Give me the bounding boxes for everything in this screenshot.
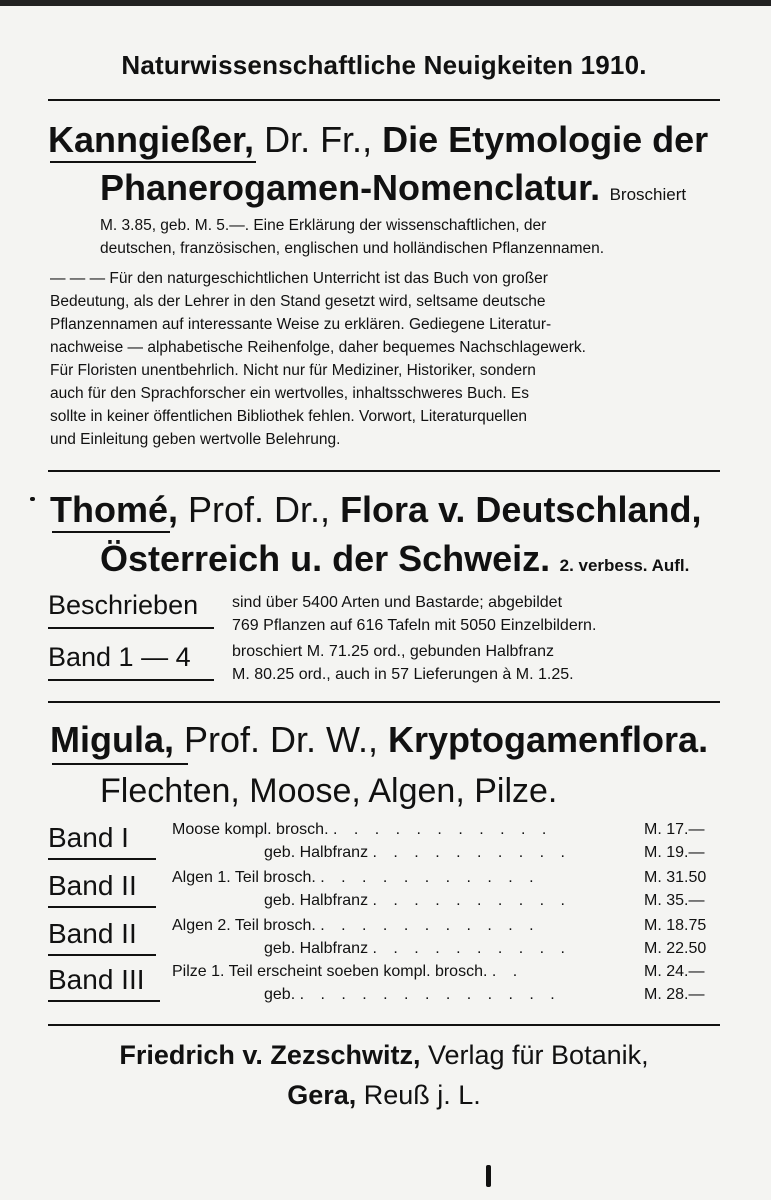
- migula-author-underline: [52, 763, 188, 765]
- publisher-line-1: [48, 1038, 720, 1073]
- page-header: Naturwissenschaftliche Neuigkeiten 1910.: [121, 50, 647, 80]
- kanngiesser-review-line-3: Pflanzennamen auf interessante Weise zu erklären. Gediegene Literatur-: [50, 316, 552, 333]
- kanngiesser-author: Kanngießer,: [48, 119, 255, 160]
- section-rule-1: [48, 470, 720, 472]
- migula-band-4-price-1: M. 24.—: [644, 963, 705, 980]
- thome-title-2-line: [100, 537, 689, 588]
- thome-edition: 2. verbess. Aufl.: [559, 556, 690, 575]
- thome-text-line-3: broschiert M. 71.25 ord., gebunden Halbfranz: [232, 643, 554, 660]
- thome-heading: [50, 488, 701, 533]
- migula-band-1-row-2: geb. Halbfranz . . . . . . . . . .: [264, 844, 571, 861]
- kanngiesser-review-line-4: nachweise — alphabetische Reihenfolge, daher bequemes Nachschlagewerk.: [50, 339, 586, 356]
- publisher-city: Gera,: [287, 1080, 357, 1110]
- thome-text-line-4: M. 80.25 ord., auch in 57 Lieferungen à M. 1.25.: [232, 666, 574, 683]
- section-rule-2: [48, 701, 720, 703]
- migula-band-2-row-2-text: geb. Halbfranz: [264, 892, 369, 909]
- publisher-region: Reuß j. L.: [356, 1080, 481, 1110]
- migula-author-rest: Prof. Dr. W.,: [174, 719, 389, 760]
- migula-band-1-row-1: Moose kompl. brosch. . . . . . . . . . . .: [172, 821, 553, 838]
- kanngiesser-review-line-5: Für Floristen unentbehrlich. Nicht nur für Mediziner, Historiker, sondern: [50, 362, 536, 379]
- migula-band-4-rule: [48, 1000, 160, 1002]
- migula-band-1-rule: [48, 858, 156, 860]
- migula-band-4-row-1-text: Pilze 1. Teil erscheint soeben kompl. brosch.: [172, 963, 488, 980]
- migula-band-4-row-1: Pilze 1. Teil erscheint soeben kompl. brosch. . .: [172, 963, 524, 980]
- section-rule-3: [48, 1024, 720, 1026]
- migula-subtitle: Flechten, Moose, Algen, Pilze.: [100, 772, 558, 810]
- publisher-description: Verlag für Botanik,: [420, 1040, 649, 1070]
- thome-author-underline: [52, 531, 170, 533]
- thome-author-rest: Prof. Dr.,: [178, 489, 341, 530]
- migula-band-3-row-1-text: Algen 2. Teil brosch.: [172, 917, 316, 934]
- migula-band-2-price-2: M. 35.—: [644, 892, 705, 909]
- thome-label-described-rule: [48, 627, 214, 629]
- kanngiesser-price-line: M. 3.85, geb. M. 5.—. Eine Erklärung der wissenschaftlichen, der: [100, 217, 547, 234]
- migula-band-1-price-2: M. 19.—: [644, 844, 705, 861]
- kanngiesser-title-1: Die Etymologie der: [382, 119, 709, 160]
- migula-band-4-label: Band III: [48, 964, 145, 995]
- migula-band-1-price-1: M. 17.—: [644, 821, 705, 838]
- kanngiesser-review-line-7: sollte in keiner öffentlichen Bibliothek fehlen. Vorwort, Literaturquellen: [50, 408, 528, 425]
- publisher-name: Friedrich v. Zezschwitz,: [119, 1040, 421, 1070]
- migula-band-1-label: Band I: [48, 822, 129, 853]
- kanngiesser-review-line-1: — — — Für den naturgeschichtlichen Unterricht ist das Buch von großer: [50, 270, 548, 287]
- migula-band-3-row-1: Algen 2. Teil brosch. . . . . . . . . . . .: [172, 917, 540, 934]
- thome-text-line-2: 769 Pflanzen auf 616 Tafeln mit 5050 Einzelbildern.: [232, 617, 597, 634]
- thome-title-1: Flora v. Deutschland,: [340, 489, 702, 530]
- migula-band-3-row-2-text: geb. Halbfranz: [264, 940, 369, 957]
- print-speck: [30, 497, 35, 501]
- migula-band-3-price-2: M. 22.50: [644, 940, 707, 957]
- thome-title-2: Österreich u. der Schweiz.: [100, 538, 551, 579]
- publisher-line-2: [48, 1078, 720, 1113]
- thome-label-volumes: Band 1 — 4: [48, 642, 191, 672]
- migula-band-1-row-1-text: Moose kompl. brosch.: [172, 821, 329, 838]
- kanngiesser-author-rest: Dr. Fr.,: [254, 119, 383, 160]
- kanngiesser-title-2: Phanerogamen-Nomenclatur.: [100, 167, 601, 208]
- kanngiesser-review-line-6: auch für den Sprachforscher ein wertvolles, inhaltsschweres Buch. Es: [50, 385, 530, 402]
- thome-text-line-1: sind über 5400 Arten und Bastarde; abgebildet: [232, 594, 563, 611]
- thome-author: Thomé,: [50, 489, 179, 530]
- migula-band-4-price-2: M. 28.—: [644, 986, 705, 1003]
- kanngiesser-binding: Broschiert: [609, 185, 687, 204]
- migula-author: Migula,: [50, 719, 174, 760]
- migula-band-2-row-1: Algen 1. Teil brosch. . . . . . . . . . . .: [172, 869, 540, 886]
- migula-title-1: Kryptogamenflora.: [388, 719, 709, 760]
- migula-band-2-row-1-text: Algen 1. Teil brosch.: [172, 869, 316, 886]
- migula-band-4-row-2: geb. . . . . . . . . . . . . .: [264, 986, 561, 1003]
- migula-band-3-price-1: M. 18.75: [644, 917, 707, 934]
- migula-band-2-price-1: M. 31.50: [644, 869, 707, 886]
- migula-band-1-row-2-text: geb. Halbfranz: [264, 844, 369, 861]
- thome-label-described: Beschrieben: [48, 590, 199, 620]
- migula-heading: [50, 718, 708, 763]
- kanngiesser-review-line-2: Bedeutung, als der Lehrer in den Stand gesetzt wird, seltsame deutsche: [50, 293, 546, 310]
- kanngiesser-heading: [48, 118, 708, 163]
- header-rule: [48, 99, 720, 101]
- advertisement-page: [48, 0, 720, 1200]
- kanngiesser-description-line: deutschen, französischen, englischen und holländischen Pflanzennamen.: [100, 240, 605, 257]
- thome-label-volumes-rule: [48, 679, 214, 681]
- migula-band-3-label: Band II: [48, 918, 137, 949]
- print-blemish: [486, 1165, 491, 1187]
- migula-band-2-label: Band II: [48, 870, 137, 901]
- migula-band-2-rule: [48, 906, 156, 908]
- kanngiesser-review-line-8: und Einleitung geben wertvolle Belehrung.: [50, 431, 341, 448]
- migula-band-4-row-2-text: geb.: [264, 986, 296, 1003]
- migula-band-3-row-2: geb. Halbfranz . . . . . . . . . .: [264, 940, 571, 957]
- migula-band-2-row-2: geb. Halbfranz . . . . . . . . . .: [264, 892, 571, 909]
- kanngiesser-author-underline: [50, 161, 256, 163]
- kanngiesser-title-2-line: [100, 166, 686, 217]
- migula-band-3-rule: [48, 954, 156, 956]
